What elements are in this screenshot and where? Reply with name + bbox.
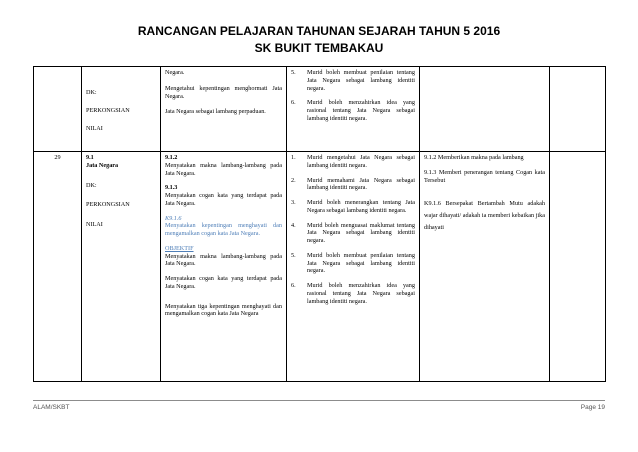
list-item: 1. Murid mengetahui Jata Negara sebagai lambang identiti negara. [291, 154, 415, 169]
objective-label: OBJEKTIF [165, 244, 194, 252]
standard-cell: 9.1.2 Menyatakan makna lambang-lambang pada Jata Negara. 9.1.3 Menyatakan cogan kata yang terdapat pada Jata Negara. K9.1.6 Menyatakan kepentingan menghayati dan mengamalkan cogan kata Jata Negara. OBJEKTIF Menyatakan makna lambang-lambang pada Jata Negara. Menyatakan cogan kata yang terdapat pada Jata Negara. Menyatakan tiga kepentingan menghayati dan mengamalkan cogan kata Jata Negara [161, 152, 287, 382]
page-title: RANCANGAN PELAJARAN TAHUNAN SEJARAH TAHUN 5 2016 [137, 24, 501, 38]
topic-cell: DK: PERKONGSIAN NILAI [82, 67, 161, 152]
page-number: Page 19 [580, 404, 605, 411]
list-item: 4. Murid boleh menguasai maklumat tentang Jata Negara sebagai lambang identiti negara. [291, 221, 415, 244]
activity-cell [420, 67, 550, 152]
list-item: 5. Murid boleh membuat penilaian tentang Jata Negara sebagai lambang identiti negara. [291, 69, 415, 92]
week-cell: 29 [34, 152, 82, 382]
list-item: 5. Murid boleh membuat penilaian tentang Jata Negara sebagai lambang identiti negara. [291, 251, 415, 275]
topic-cell: 9.1 Jata Negara DK: PERKONGSIAN NILAI [82, 152, 161, 382]
performance-cell [287, 67, 420, 152]
footer-divider [33, 400, 605, 401]
list-item: 2. Murid memahami Jata Negara sebagai lambang identiti negara. [291, 176, 415, 192]
table-row [34, 67, 606, 152]
performance-cell [287, 152, 420, 382]
lesson-plan-table [33, 66, 606, 382]
list-item: 3. Murid boleh menerangkan tentang Jata Negara sebagai lambang identiti negara. [291, 199, 415, 214]
school-name: SK BUKIT TEMBAKAU [254, 41, 384, 55]
standard-cell: Negara. Mengetahui kepentingan menghormati Jata Negara. Jata Negara sebagai lambang perpaduan. [161, 67, 287, 152]
note-cell [550, 67, 606, 152]
list-item: 6. Murid boleh menzahirkan idea yang rasional tentang Jata Negara sebagai lambang identiti negara. [291, 99, 415, 122]
table-row [34, 152, 606, 382]
note-cell [550, 152, 606, 382]
activity-cell: 9.1.2 Memberikan makna pada lambang 9.1.3 Memberi penerangan tentang Cogan kata Tersebut K9.1.6 Bersepakat Bertambah Mutu adakah wajar dihayati/ adakah ia memberi kebaikan jika dihayati [420, 152, 550, 382]
list-item: 6. Murid boleh menzahirkan idea yang rasional tentang Jata Negara sebagai lambang identiti negara. [291, 282, 415, 305]
week-cell [34, 67, 82, 152]
footer-left: ALAM/SKBT [33, 404, 70, 411]
